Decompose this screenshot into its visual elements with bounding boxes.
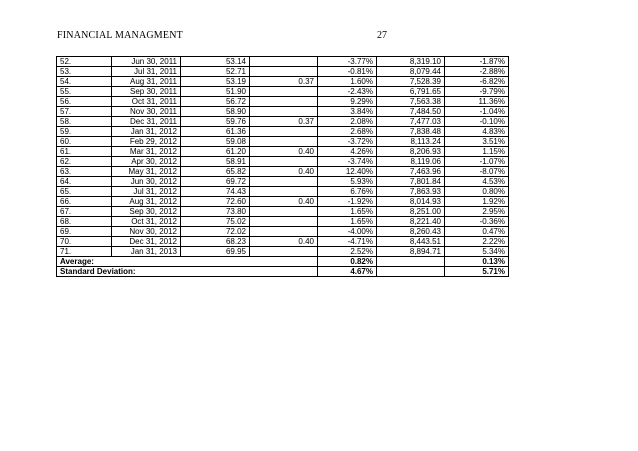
index-return-cell: 2.95%: [445, 207, 509, 217]
price-cell: 59.76: [181, 117, 250, 127]
row-index: 65.: [57, 187, 112, 197]
stock-return-cell: 6.76%: [318, 187, 377, 197]
price-cell: 65.82: [181, 167, 250, 177]
stock-return-cell: -3.72%: [318, 137, 377, 147]
dividend-cell: [250, 187, 318, 197]
index-return-cell: -1.04%: [445, 107, 509, 117]
table-row: [57, 247, 509, 257]
price-cell: 52.71: [181, 67, 250, 77]
stock-return-cell: -3.77%: [318, 57, 377, 67]
stock-return-cell: -4.00%: [318, 227, 377, 237]
row-index: 52.: [57, 57, 112, 67]
table-row: [57, 117, 509, 127]
dividend-cell: 0.40: [250, 167, 318, 177]
index-return-cell: -6.82%: [445, 77, 509, 87]
date-cell: Jun 30, 2011: [112, 57, 181, 67]
table-row: [57, 217, 509, 227]
row-index: 55.: [57, 87, 112, 97]
page-number: 27: [377, 30, 387, 41]
stock-return-cell: -4.71%: [318, 237, 377, 247]
table-row: [57, 107, 509, 117]
index-level-cell: 8,221.40: [377, 217, 445, 227]
stock-return-cell: 2.68%: [318, 127, 377, 137]
table-row: [57, 97, 509, 107]
index-return-cell: 4.53%: [445, 177, 509, 187]
row-index: 63.: [57, 167, 112, 177]
table-row: [57, 57, 509, 67]
index-return-cell: -8.07%: [445, 167, 509, 177]
stock-return-cell: 5.93%: [318, 177, 377, 187]
stock-return-cell: 12.40%: [318, 167, 377, 177]
row-index: 66.: [57, 197, 112, 207]
row-index: 53.: [57, 67, 112, 77]
stock-return-cell: 1.65%: [318, 217, 377, 227]
index-level-cell: 7,801.84: [377, 177, 445, 187]
dividend-cell: [250, 97, 318, 107]
price-cell: 59.08: [181, 137, 250, 147]
index-return-cell: 0.80%: [445, 187, 509, 197]
table-row: [57, 177, 509, 187]
index-level-cell: 8,319.10: [377, 57, 445, 67]
stock-return-cell: 9.29%: [318, 97, 377, 107]
stock-return-summary: 0.82%: [318, 257, 377, 267]
index-return-summary: 5.71%: [445, 267, 509, 277]
date-cell: Jul 31, 2011: [112, 67, 181, 77]
index-return-cell: 2.22%: [445, 237, 509, 247]
date-cell: Dec 31, 2011: [112, 117, 181, 127]
price-cell: 58.91: [181, 157, 250, 167]
index-level-cell: 7,484.50: [377, 107, 445, 117]
summary-label: Average:: [57, 257, 318, 267]
stock-return-cell: -1.92%: [318, 197, 377, 207]
summary-label: Standard Deviation:: [57, 267, 318, 277]
date-cell: Mar 31, 2012: [112, 147, 181, 157]
stock-return-cell: -0.81%: [318, 67, 377, 77]
table-body: [57, 57, 509, 277]
average-row: [57, 257, 509, 267]
dividend-cell: [250, 177, 318, 187]
data-table: [56, 56, 509, 277]
std-dev-row: [57, 267, 509, 277]
price-cell: 73.80: [181, 207, 250, 217]
price-cell: 53.14: [181, 57, 250, 67]
price-cell: 53.19: [181, 77, 250, 87]
price-cell: 69.95: [181, 247, 250, 257]
price-cell: 69.72: [181, 177, 250, 187]
index-return-cell: -2.88%: [445, 67, 509, 77]
dividend-cell: [250, 217, 318, 227]
index-return-cell: 3.51%: [445, 137, 509, 147]
index-level-cell: 8,260.43: [377, 227, 445, 237]
index-level-cell: 7,528.39: [377, 77, 445, 87]
table-row: [57, 157, 509, 167]
table-row: [57, 137, 509, 147]
date-cell: May 31, 2012: [112, 167, 181, 177]
stock-return-cell: -3.74%: [318, 157, 377, 167]
index-return-cell: -9.79%: [445, 87, 509, 97]
dividend-cell: [250, 107, 318, 117]
row-index: 60.: [57, 137, 112, 147]
row-index: 61.: [57, 147, 112, 157]
price-cell: 61.20: [181, 147, 250, 157]
date-cell: Jan 31, 2013: [112, 247, 181, 257]
table-row: [57, 237, 509, 247]
index-level-cell: 8,206.93: [377, 147, 445, 157]
row-index: 69.: [57, 227, 112, 237]
index-level-cell: 6,791.65: [377, 87, 445, 97]
date-cell: Apr 30, 2012: [112, 157, 181, 167]
table-row: [57, 77, 509, 87]
table-row: [57, 197, 509, 207]
index-return-cell: 11.36%: [445, 97, 509, 107]
date-cell: Jan 31, 2012: [112, 127, 181, 137]
empty-cell: [377, 267, 445, 277]
row-index: 57.: [57, 107, 112, 117]
index-level-cell: 7,563.38: [377, 97, 445, 107]
stock-return-cell: 3.84%: [318, 107, 377, 117]
price-cell: 68.23: [181, 237, 250, 247]
price-cell: 74.43: [181, 187, 250, 197]
index-return-cell: 1.15%: [445, 147, 509, 157]
dividend-cell: 0.40: [250, 197, 318, 207]
index-return-cell: -1.87%: [445, 57, 509, 67]
dividend-cell: [250, 247, 318, 257]
dividend-cell: [250, 67, 318, 77]
index-return-cell: -0.36%: [445, 217, 509, 227]
date-cell: Aug 31, 2012: [112, 197, 181, 207]
row-index: 68.: [57, 217, 112, 227]
date-cell: Nov 30, 2011: [112, 107, 181, 117]
table-row: [57, 207, 509, 217]
index-level-cell: 8,113.24: [377, 137, 445, 147]
date-cell: Sep 30, 2012: [112, 207, 181, 217]
row-index: 56.: [57, 97, 112, 107]
price-cell: 56.72: [181, 97, 250, 107]
dividend-cell: [250, 137, 318, 147]
date-cell: Sep 30, 2011: [112, 87, 181, 97]
date-cell: Aug 31, 2011: [112, 77, 181, 87]
stock-return-summary: 4.67%: [318, 267, 377, 277]
price-cell: 72.60: [181, 197, 250, 207]
price-cell: 75.02: [181, 217, 250, 227]
index-level-cell: 7,477.03: [377, 117, 445, 127]
dividend-cell: [250, 87, 318, 97]
stock-return-cell: -2.43%: [318, 87, 377, 97]
dividend-cell: 0.40: [250, 147, 318, 157]
row-index: 58.: [57, 117, 112, 127]
stock-return-cell: 1.65%: [318, 207, 377, 217]
row-index: 71.: [57, 247, 112, 257]
table-row: [57, 127, 509, 137]
index-level-cell: 8,119.06: [377, 157, 445, 167]
row-index: 64.: [57, 177, 112, 187]
index-return-cell: 5.34%: [445, 247, 509, 257]
index-return-cell: 1.92%: [445, 197, 509, 207]
date-cell: Oct 31, 2012: [112, 217, 181, 227]
price-cell: 58.90: [181, 107, 250, 117]
empty-cell: [377, 257, 445, 267]
date-cell: Oct 31, 2011: [112, 97, 181, 107]
row-index: 62.: [57, 157, 112, 167]
index-level-cell: 7,863.93: [377, 187, 445, 197]
stock-return-cell: 1.60%: [318, 77, 377, 87]
table-row: [57, 147, 509, 157]
index-return-cell: -0.10%: [445, 117, 509, 127]
row-index: 70.: [57, 237, 112, 247]
index-level-cell: 7,463.96: [377, 167, 445, 177]
index-level-cell: 8,014.93: [377, 197, 445, 207]
table-row: [57, 167, 509, 177]
dividend-cell: [250, 157, 318, 167]
dividend-cell: [250, 57, 318, 67]
header-title: FINANCIAL MANAGMENT: [57, 30, 183, 41]
index-return-cell: 4.83%: [445, 127, 509, 137]
table-row: [57, 187, 509, 197]
stock-return-cell: 2.52%: [318, 247, 377, 257]
index-level-cell: 8,251.00: [377, 207, 445, 217]
row-index: 67.: [57, 207, 112, 217]
dividend-cell: [250, 207, 318, 217]
date-cell: Dec 31, 2012: [112, 237, 181, 247]
index-level-cell: 7,838.48: [377, 127, 445, 137]
index-return-cell: -1.07%: [445, 157, 509, 167]
price-cell: 61.36: [181, 127, 250, 137]
row-index: 59.: [57, 127, 112, 137]
stock-return-cell: 2.08%: [318, 117, 377, 127]
table-row: [57, 87, 509, 97]
table-row: [57, 67, 509, 77]
price-cell: 72.02: [181, 227, 250, 237]
table-row: [57, 227, 509, 237]
dividend-cell: [250, 227, 318, 237]
index-level-cell: 8,443.51: [377, 237, 445, 247]
price-cell: 51.90: [181, 87, 250, 97]
dividend-cell: [250, 127, 318, 137]
dividend-cell: 0.37: [250, 117, 318, 127]
dividend-cell: 0.37: [250, 77, 318, 87]
row-index: 54.: [57, 77, 112, 87]
date-cell: Feb 29, 2012: [112, 137, 181, 147]
date-cell: Nov 30, 2012: [112, 227, 181, 237]
index-level-cell: 8,079.44: [377, 67, 445, 77]
index-level-cell: 8,894.71: [377, 247, 445, 257]
date-cell: Jul 31, 2012: [112, 187, 181, 197]
date-cell: Jun 30, 2012: [112, 177, 181, 187]
index-return-cell: 0.47%: [445, 227, 509, 237]
dividend-cell: 0.40: [250, 237, 318, 247]
index-return-summary: 0.13%: [445, 257, 509, 267]
stock-return-cell: 4.26%: [318, 147, 377, 157]
